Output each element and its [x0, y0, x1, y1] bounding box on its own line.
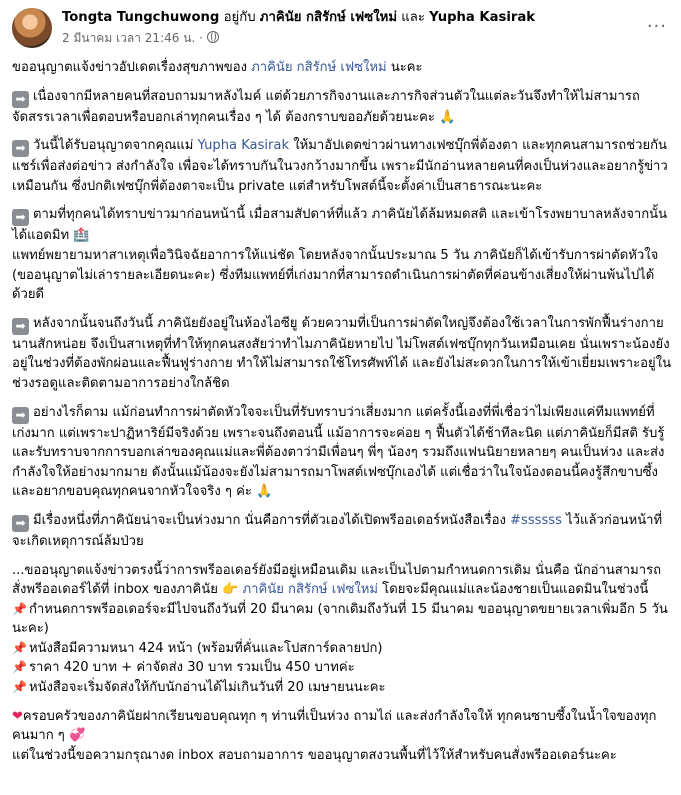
pushpin-icon: 📌: [12, 601, 27, 616]
list-item: หนังสือมีความหนา 424 หน้า (พร้อมที่คั่นและโปสการ์ดลายปก): [28, 640, 383, 656]
arrow-right-icon: ➡: [12, 209, 29, 226]
heart-icon: ❤: [12, 708, 23, 724]
intro-text: ขออนุญาตแจ้งข่าวอัปเดตเรื่องสุขภาพของ: [12, 60, 252, 75]
paragraph-7-text: ...ขออนุญาตแจ้งข่าวตรงนี้ว่าการพรีออเดอร์ยังมีอยู่เหมือนเดิม และเป็นไปตามกำหนดการเดิม นั่นคือ นักอ่านสามารถสั่งพรีออเดอร์ได้ที่ inbox ของภาคินัย 👉: [12, 562, 662, 598]
paragraph-7: [12, 561, 672, 698]
paragraph-2: [12, 136, 672, 196]
post-body: [12, 58, 672, 774]
paragraph-1-text: เนื่องจากมีหลายคนที่สอบถามมาหลังไมค์ แต่ด้วยภารกิจงานและภารกิจส่วนตัวในแต่ละวันจึงทำให้ไม่สามารถจัดสรรเวลาเพื่อตอบหรือบอกเล่าทุกคนเรื่อง ๆ ได้ ต้องกราบขออภัยด้วยนะคะ 🙏: [12, 88, 640, 125]
post-header: [12, 8, 669, 52]
more-dots-icon[interactable]: ···: [646, 16, 667, 37]
paragraph-4: [12, 314, 672, 394]
pushpin-icon: 📌: [12, 660, 27, 675]
post-author-line: [62, 9, 535, 27]
list-item: กำหนดการพรีออเดอร์จะมีไปจนถึงวันที่ 20 มีนาคม (จากเดิมถึงวันที่ 15 มีนาคม ขออนุญาตขยายเวลาเพิ่มอีก 5 วันนะคะ): [12, 601, 668, 637]
paragraph-1: [12, 87, 672, 128]
and-text: และ: [401, 10, 425, 25]
paragraph-8-text: ครอบครัวของภาคินัยฝากเรียนขอบคุณทุก ๆ ท่านที่เป็นห่วง ถามไถ่ และส่งกำลังใจให้ ทุกคนซาบซึ้งในน้ำใจของทุกคนมาก ๆ 💞: [12, 708, 657, 744]
arrow-right-icon: ➡: [12, 318, 29, 335]
mention-link[interactable]: Yupha Kasirak: [197, 138, 290, 154]
avatar[interactable]: [12, 8, 52, 48]
paragraph-7-text-end: โดยจะมีคุณแม่และน้องชายเป็นแอดมินในช่วงนี้: [378, 582, 649, 598]
tagged-user-2[interactable]: Yupha Kasirak: [429, 10, 536, 25]
paragraph-6-text-end: ไว้แล้วก่อนหน้าที่จะเกิดเหตุการณ์ล้มป่วย: [12, 512, 663, 549]
post-timestamp[interactable]: 2 มีนาคม เวลา 21:46 น. ·: [62, 31, 203, 45]
paragraph-3-text-2: แพทย์พยายามหาสาเหตุเพื่อวินิจฉัยอาการให้แน่ชัด โดยหลังจากนั้นประมาณ 5 วัน ภาคินัยก็ได้เข้ารับการผ่าตัดหัวใจ (ขออนุญาตไม่เล่ารายละเอียดนะคะ) ซึ่งทีมแพทย์ที่เก่งมากที่สามารถดำเนินการผ่าตัดที่ค่อนข้างเสี่ยงให้ผ่านพ้นไปได้ด้วยดี: [12, 247, 659, 303]
pushpin-icon: 📌: [12, 640, 27, 655]
tagged-user-1[interactable]: ภาคินัย กสิรักษ์ เฟซใหม่: [259, 10, 398, 25]
paragraph-2-text-end: ให้มาอัปเดตข่าวผ่านทางเฟซบุ๊กพี่ต้องตา และทุกคนสามารถช่วยกันแชร์เพื่อส่งต่อข่าว ส่งกำลังใจ เพื่อจะได้ทราบกันในวงกว้างมากขึ้น เพราะมีนักอ่านหลายคนที่คงเป็นห่วงและอยากรู้ข่าวเหมือนกัน ซึ่งปกติเฟซบุ๊กพี่ต้องตาจะเป็น private แต่สำหรับโพสต์นี้จะตั้งค่าเป็นสาธารณะนะคะ: [12, 138, 668, 194]
paragraph-2-text: วันนี้ได้รับอนุญาตจากคุณแม่: [33, 138, 198, 154]
arrow-right-icon: ➡: [12, 407, 29, 424]
intro-paragraph: [12, 58, 672, 78]
arrow-right-icon: ➡: [12, 140, 29, 157]
list-item: ราคา 420 บาท + ค่าจัดส่ง 30 บาท รวมเป็น 450 บาทค่ะ: [28, 660, 355, 676]
post-meta: [62, 30, 219, 46]
paragraph-6: [12, 511, 672, 552]
page-link[interactable]: ภาคินัย กสิรักษ์ เฟซใหม่: [251, 60, 387, 75]
arrow-right-icon: ➡: [12, 91, 29, 108]
pushpin-icon: 📌: [12, 680, 27, 695]
list-item: หนังสือจะเริ่มจัดส่งให้กับนักอ่านได้ไม่เกินวันที่ 20 เมษายนนะคะ: [28, 680, 386, 696]
paragraph-6-text: มีเรื่องหนึ่งที่ภาคินัยน่าจะเป็นห่วงมาก นั่นคือการที่ตัวเองได้เปิดพรีออเดอร์หนังสือเรื่อง: [33, 512, 511, 528]
intro-text-end: นะคะ: [386, 60, 423, 75]
hashtag-link[interactable]: #ssssss: [510, 512, 562, 528]
paragraph-5-text: อย่างไรก็ตาม แม้ก่อนทำการผ่าตัดหัวใจจะเป็นที่รับทราบว่าเสี่ยงมาก แต่ครั้งนี้เองที่พี่เชื่อว่าไม่เพียงแค่ทีมแพทย์ที่เก่งมาก แต่เพราะปาฏิหาริย์มีจริงด้วย เพราะจนถึงตอนนี้ แม้อาการจะค่อย ๆ ฟื้นตัวได้ช้าทีละนิด แต่ภาคินัยก็มีสติ รับรู้ และรับทราบจากการบอกเล่าของคุณแม่และพี่ต้องตาว่ามีเพื่อนๆ พี่ๆ น้องๆ รวมถึงแฟนนิยายหลายๆ คนเป็นห่วง และส่งกำลังใจให้อย่างมากมาย ดังนั้นแม้น้องจะยังไม่สามารถมาโพสต์เฟซบุ๊กเองได้ แต่เชื่อว่าในใจน้องตอนนี้คงรู้สึกขาบซึ้งและอยากขอบคุณทุกคนจากหัวใจจริง ๆ ค่ะ 🙏: [12, 404, 665, 500]
paragraph-5: [12, 403, 672, 502]
paragraph-8: [12, 707, 672, 766]
paragraph-3-text: ตามที่ทุกคนได้ทราบข่าวมาก่อนหน้านี้ เมื่อสามสัปดาห์ที่แล้ว ภาคินัยได้ล้มหมดสติ และเข้าโรงพยาบาลหลังจากนั้นได้แอดมิท 🏥: [12, 207, 668, 244]
paragraph-4-text: หลังจากนั้นจนถึงวันนี้ ภาคินัยยังอยู่ในห้องไอซียู ด้วยความที่เป็นการผ่าตัดใหญ่จึงต้องใช้เวลาในการพักฟื้นร่างกายนานสักหน่อย จึงเป็นสาเหตุที่ทำให้ทุกคนสงสัยว่าทำไมภาคินัยหายไป ไม่โพสต์เฟซบุ๊กทุกวันเหมือนเคย นั่นเพราะน้องยังอยู่ในช่วงที่ต้องพักผ่อนและฟื้นฟูร่างกาย ทำให้ไม่สามารถใช้โทรศัพท์ได้ และยังไม่สะดวกในการให้เข้าเยี่ยมเพราะอยู่ในช่วงรอดูและติดตามอาการอย่างใกล้ชิด: [12, 315, 672, 391]
arrow-right-icon: ➡: [12, 515, 29, 532]
with-text: อยู่กับ: [223, 10, 256, 25]
page-link[interactable]: ภาคินัย กสิรักษ์ เฟซใหม่: [242, 582, 379, 598]
paragraph-3: [12, 205, 672, 304]
globe-icon[interactable]: [207, 31, 219, 43]
paragraph-9-text: แต่ในช่วงนี้ขอความกรุณางด inbox สอบถามอาการ ขออนุญาตสงวนพื้นที่ไว้ให้สำหรับคนสั่งพรีออเดอร์นะคะ: [12, 747, 617, 763]
author-name[interactable]: Tongta Tungchuwong: [62, 10, 220, 25]
